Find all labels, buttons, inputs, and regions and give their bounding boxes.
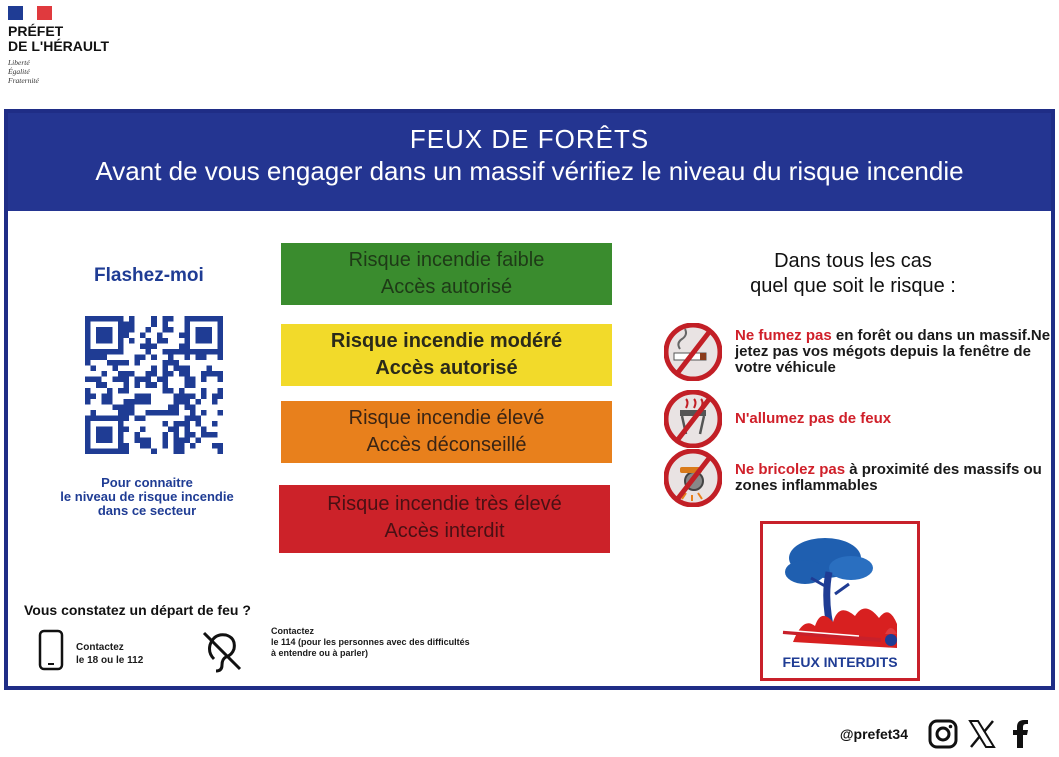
rule-text: en forêt ou dans un massif.Ne jetez pas vos mégots depuis la fenêtre de votre véhicule bbox=[735, 327, 1051, 376]
rules-heading: Dans tous les cas quel que soit le risque : bbox=[750, 250, 956, 297]
banner bbox=[8, 113, 1051, 211]
fire-ban-label: FEUX INTERDITS bbox=[782, 654, 898, 670]
risk-level-high: Risque incendie élevé Accès déconseillé bbox=[281, 401, 612, 463]
risk-level-low: Risque incendie faible Accès autorisé bbox=[281, 243, 612, 305]
facebook-icon[interactable] bbox=[1005, 718, 1037, 750]
marianne-flag-icon bbox=[8, 6, 52, 20]
risk-level-moderate: Risque incendie modéré Accès autorisé bbox=[281, 324, 612, 386]
no-smoking-icon bbox=[664, 323, 722, 381]
tree-fire-icon bbox=[763, 524, 917, 654]
qr-caption: Pour connaitre le niveau de risque incendie dans ce secteur bbox=[60, 475, 234, 518]
contact-emergency-numbers: Contactez le 18 ou le 112 bbox=[76, 642, 144, 666]
no-grinder-icon bbox=[664, 449, 722, 507]
social-handle[interactable]: @prefet34 bbox=[839, 726, 908, 742]
poster-card bbox=[4, 109, 1055, 690]
fire-ban-sign bbox=[760, 521, 920, 681]
instagram-icon[interactable] bbox=[927, 718, 959, 750]
x-icon[interactable] bbox=[966, 718, 998, 750]
qr-code-icon[interactable] bbox=[85, 316, 223, 454]
alert-title: Vous constatez un départ de feu ? bbox=[24, 602, 251, 618]
qr-heading: Flashez-moi bbox=[94, 265, 204, 286]
rule-no-smoking bbox=[664, 323, 1054, 381]
rule-no-fire bbox=[664, 390, 1054, 448]
social-footer bbox=[840, 718, 1037, 750]
poster-subtitle: Avant de vous engager dans un massif vérifiez le niveau du risque incendie bbox=[95, 156, 964, 186]
no-barbecue-icon bbox=[664, 390, 722, 448]
rule-emphasis: N'allumez pas de feux bbox=[735, 410, 892, 427]
contact-114: Contactez le 114 (pour les personnes avec des difficultés à entendre ou à parler) bbox=[271, 626, 470, 658]
mobile-phone-icon bbox=[38, 629, 64, 671]
prefecture-logo bbox=[8, 6, 138, 85]
poster-title: FEUX DE FORÊTS bbox=[409, 124, 650, 154]
rule-text: à proximité des massifs ou zones inflammables bbox=[735, 461, 1042, 494]
hearing-impaired-icon bbox=[200, 629, 244, 673]
prefecture-name: PRÉFET DE L'HÉRAULT bbox=[8, 23, 110, 54]
rule-emphasis: Ne bricolez pas bbox=[735, 461, 846, 478]
rule-no-diy bbox=[664, 449, 1054, 507]
risk-level-very-high: Risque incendie très élevé Accès interdit bbox=[279, 485, 610, 553]
rule-emphasis: Ne fumez pas bbox=[735, 327, 832, 344]
republic-motto: Liberté Égalité Fraternité bbox=[8, 58, 39, 85]
